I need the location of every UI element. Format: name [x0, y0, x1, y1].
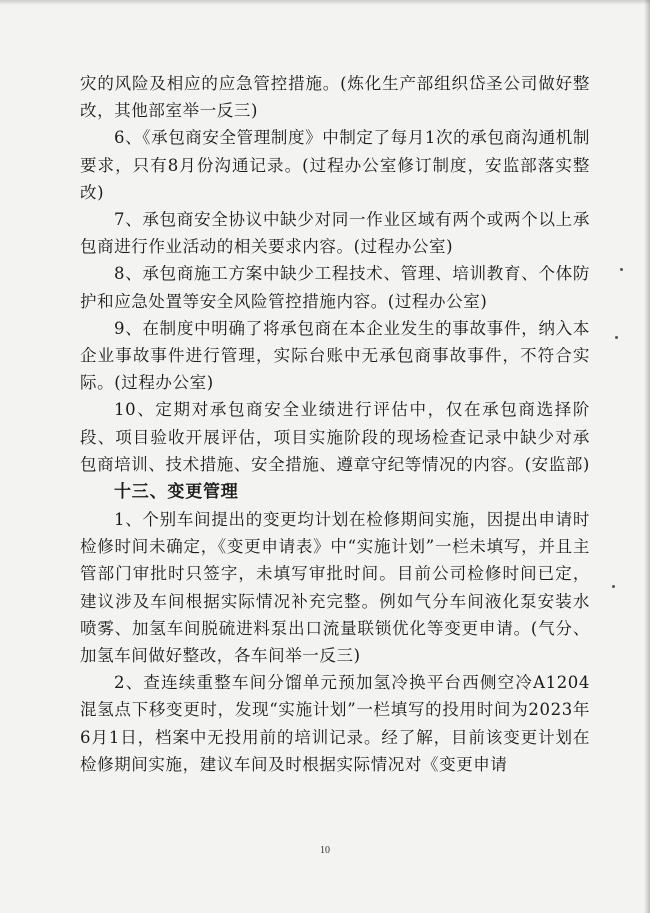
scan-speck — [615, 336, 618, 339]
paragraph-item-7: 7、承包商安全协议中缺少对同一作业区域有两个或两个以上承包商进行作业活动的相关要求内容。(过程办公室) — [80, 210, 590, 257]
scan-edge-right — [644, 0, 650, 913]
page-number: 10 — [320, 845, 330, 856]
scan-speck — [612, 585, 615, 588]
section-paragraph-1: 1、个别车间提出的变更均计划在检修期间实施，因提出申请时检修时间未确定，《变更申请表》中“实施计划”一栏未填写，并且主管部门审批时只签字，未填写审批时间。目前公司检修时间已定，建议涉及车间根据实际情况补充完整。例如气分车间液化泵安装水喷雾、加氢车间脱硫进料泵出口流量联锁优化等变更申请。(气分、加氢车间做好整改，各车间举一反三) — [80, 510, 590, 666]
paragraph-item-6: 6、《承包商安全管理制度》中制定了每月1次的承包商沟通机制要求，只有8月份沟通记录。(过程办公室修订制度，安监部落实整改) — [80, 128, 590, 202]
paragraph-item-9: 9、在制度中明确了将承包商在本企业发生的事故事件，纳入本企业事故事件进行管理，实际台账中无承包商事故事件，不符合实际。(过程办公室) — [80, 318, 590, 393]
paragraph-item-10: 10、定期对承包商安全业绩进行评估中，仅在承包商选择阶段、项目验收开展评估，项目实施阶段的现场检查记录中缺少对承包商培训、技术措施、安全措施、遵章守纪等情况的内容。(安监部) — [80, 400, 590, 474]
paragraph-continued: 灾的风险及相应的应急管控措施。(炼化生产部组织岱圣公司做好整改，其他部室举一反三) — [80, 74, 590, 121]
scan-edge-top — [0, 0, 650, 5]
section-heading: 十三、变更管理 — [114, 482, 239, 503]
section-paragraph-2: 2、查连续重整车间分馏单元预加氢冷换平台西侧空冷A1204混氢点下移变更时，发现“实施计划”一栏填写的投用时间为2023年6月1日，档案中无投用前的培训记录。经了解，目前该变更计划在检修期间实施，建议车间及时根据实际情况对《变更申请 — [80, 673, 590, 774]
paragraph-item-8: 8、承包商施工方案中缺少工程技术、管理、培训教育、个体防护和应急处置等安全风险管控措施内容。(过程办公室) — [80, 264, 590, 311]
scan-speck — [620, 268, 623, 271]
